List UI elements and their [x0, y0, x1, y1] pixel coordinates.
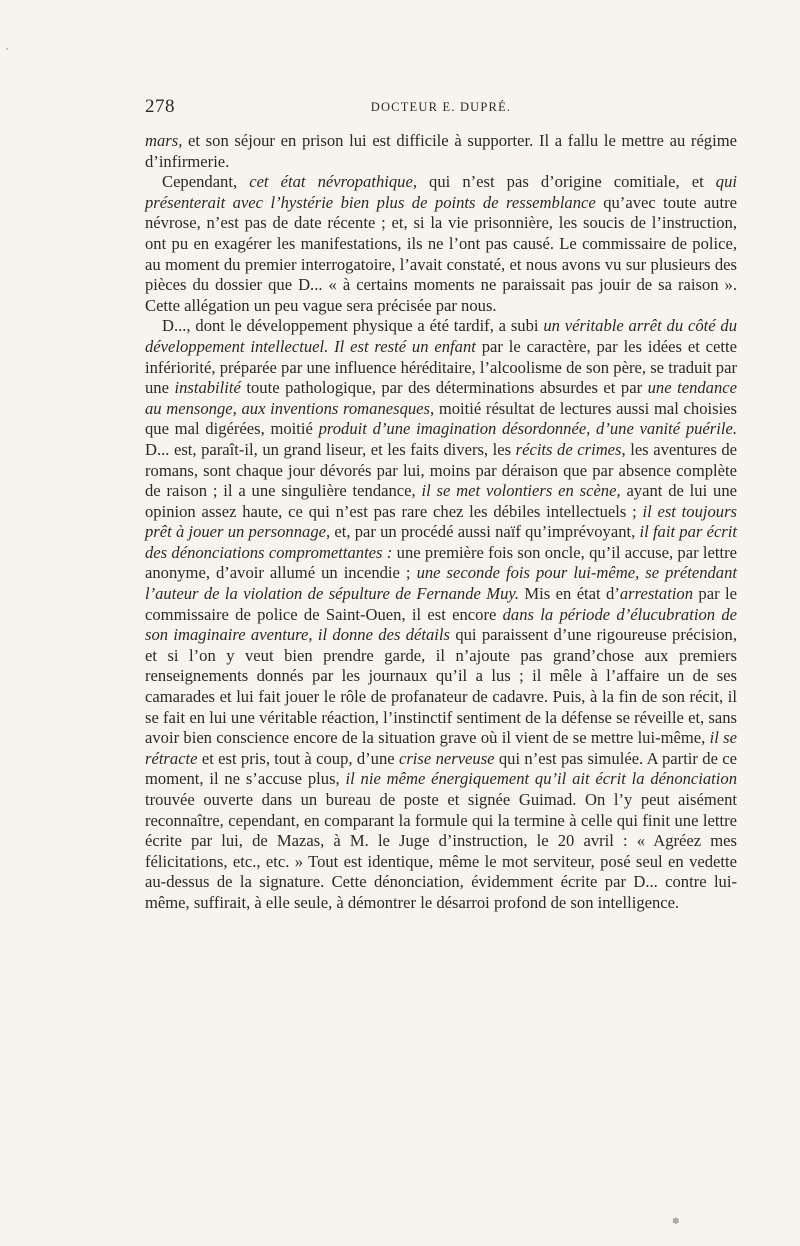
paragraph: [145, 316, 737, 913]
text-run: et est pris, tout à coup, d’une: [197, 748, 399, 768]
text-run: trouvée ouverte dans un bureau de poste et signée Guimad. On l’y peut aisément reconnaître, cependant, en comparant la formule qui la termine à celle qui finit une lettre écrite par lui, de Mazas, à M. le Juge d’instruction, le 20 avril : « Agréez mes félicitations, etc., etc. » Tout est identique, même le mot serviteur, posé seul en vedette au-dessus de la signature. Cette dénonciation, évidemment écrite par D... contre lui-même, suffirait, à elle seule, à démontrer le désarroi profond de son intelligence.: [145, 790, 737, 912]
text-run: ayant de lui une opinion assez haute, ce qui n’est pas rare chez les débiles intellectuels ;: [145, 481, 737, 521]
text-run: une première fois son oncle, qu’il accuse, par lettre anonyme, d’avoir allumé un incendie ;: [145, 542, 737, 583]
italic-text: produit d’une imagination désordonnée, d’une vanité puérile.: [318, 419, 737, 439]
italic-text: dans la période d’élucubration de son imaginaire aventure, il donne des détails: [145, 604, 737, 645]
italic-text: cet état névropathique,: [249, 172, 417, 192]
italic-text: il se rétracte: [145, 728, 737, 768]
text-run: les aventures de romans, sont chaque jour dévorés par lui, moins par déraison que par absence complète de raison ; il a une singulière tendance,: [145, 439, 737, 501]
italic-text: il est toujours prêt à jouer un personnage,: [145, 501, 737, 542]
text-run: moitié résultat de lectures aussi mal choisies que mal digérées, moitié: [145, 398, 737, 439]
italic-text: récits de crimes,: [515, 439, 626, 459]
paper-speck: [6, 48, 8, 50]
paragraph: [145, 172, 737, 316]
text-run: qui n’est pas simulée. A partir de ce moment, il ne s’accuse plus,: [145, 748, 737, 789]
italic-text: il nie même énergiquement qu’il ait écrit la dénonciation: [345, 769, 737, 789]
text-run: toute pathologique, par des déterminations absurdes et par: [240, 378, 648, 398]
page-number: 278: [145, 96, 175, 117]
italic-text: mars,: [145, 131, 183, 150]
text-run: D... est, paraît-il, un grand liseur, et les faits divers, les: [145, 439, 516, 459]
text-run: D..., dont le développement physique a été tardif, a subi: [162, 316, 544, 336]
running-head: DOCTEUR E. DUPRÉ.: [370, 100, 512, 114]
italic-text: instabilité: [174, 378, 241, 398]
italic-text: il se met volontiers en scène,: [421, 481, 621, 501]
text-run: et son séjour en prison lui est difficile à supporter. Il a fallu le mettre au régime d’infirmerie.: [145, 131, 737, 171]
italic-text: il fait par écrit des dénonciations compromettantes :: [145, 522, 737, 562]
italic-text: une seconde fois pour lui-même, se prétendant l’auteur de la violation de sépulture de Fernande Muy.: [145, 563, 737, 604]
page-header: [145, 96, 737, 122]
text-run: et, par un procédé aussi naïf qu’imprévoyant,: [330, 522, 640, 542]
library-stamp-mark: ✽: [672, 1216, 680, 1226]
italic-text: qui présenterait avec l’hystérie bien plus de points de ressemblance: [145, 172, 738, 212]
text-run: Cependant,: [162, 172, 250, 192]
paragraph: [145, 131, 737, 172]
text-run: qu’avec toute autre névrose, n’est pas de date récente ; et, si la vie prisonnière, les soucis de l’instruction, ont pu en exagérer les manifestations, ils ne l’ont pas causé. Le commissaire de police, au moment du premier interrogatoire, l’avait constaté, et nous avons vu sur plusieurs des pièces du dossier que D... « à certains moments ne paraissait pas jouir de sa raison ». Cette allégation un peu vague sera précisée par nous.: [145, 192, 737, 315]
italic-text: une tendance au mensonge, aux inventions romanesques,: [145, 378, 737, 418]
text-run: qui paraissent d’une rigoureuse précision, et si l’on y veut bien prendre garde, il n’ajoute pas grand’chose aux premiers renseignements donnés par les journaux qu’il a lus ; il mêle à l’affaire un de ses camarades et lui fait jouer le rôle de profanateur de cadavre. Puis, à la fin de son récit, il se fait en lui une véritable réaction, l’instinctif sentiment de la défense se réveille et, sans avoir bien conscience encore de la situation grave où il vient de se mettre lui-même,: [145, 625, 737, 748]
text-run: par le caractère, par les idées et cette infériorité, préparée par une influence héréditaire, l’alcoolisme de son père, se traduit par une: [145, 336, 737, 398]
italic-text: un véritable arrêt du côté du développement intellectuel. Il est resté un enfant: [145, 316, 737, 356]
text-run: Mis en état d’: [518, 584, 620, 604]
body-text: [145, 131, 737, 914]
text-run: par le commissaire de police de Saint-Ouen, il est encore: [145, 584, 737, 624]
text-run: qui n’est pas d’origine comitiale, et: [416, 172, 716, 192]
italic-text: arrestation: [619, 584, 694, 604]
italic-text: crise nerveuse: [398, 748, 495, 768]
